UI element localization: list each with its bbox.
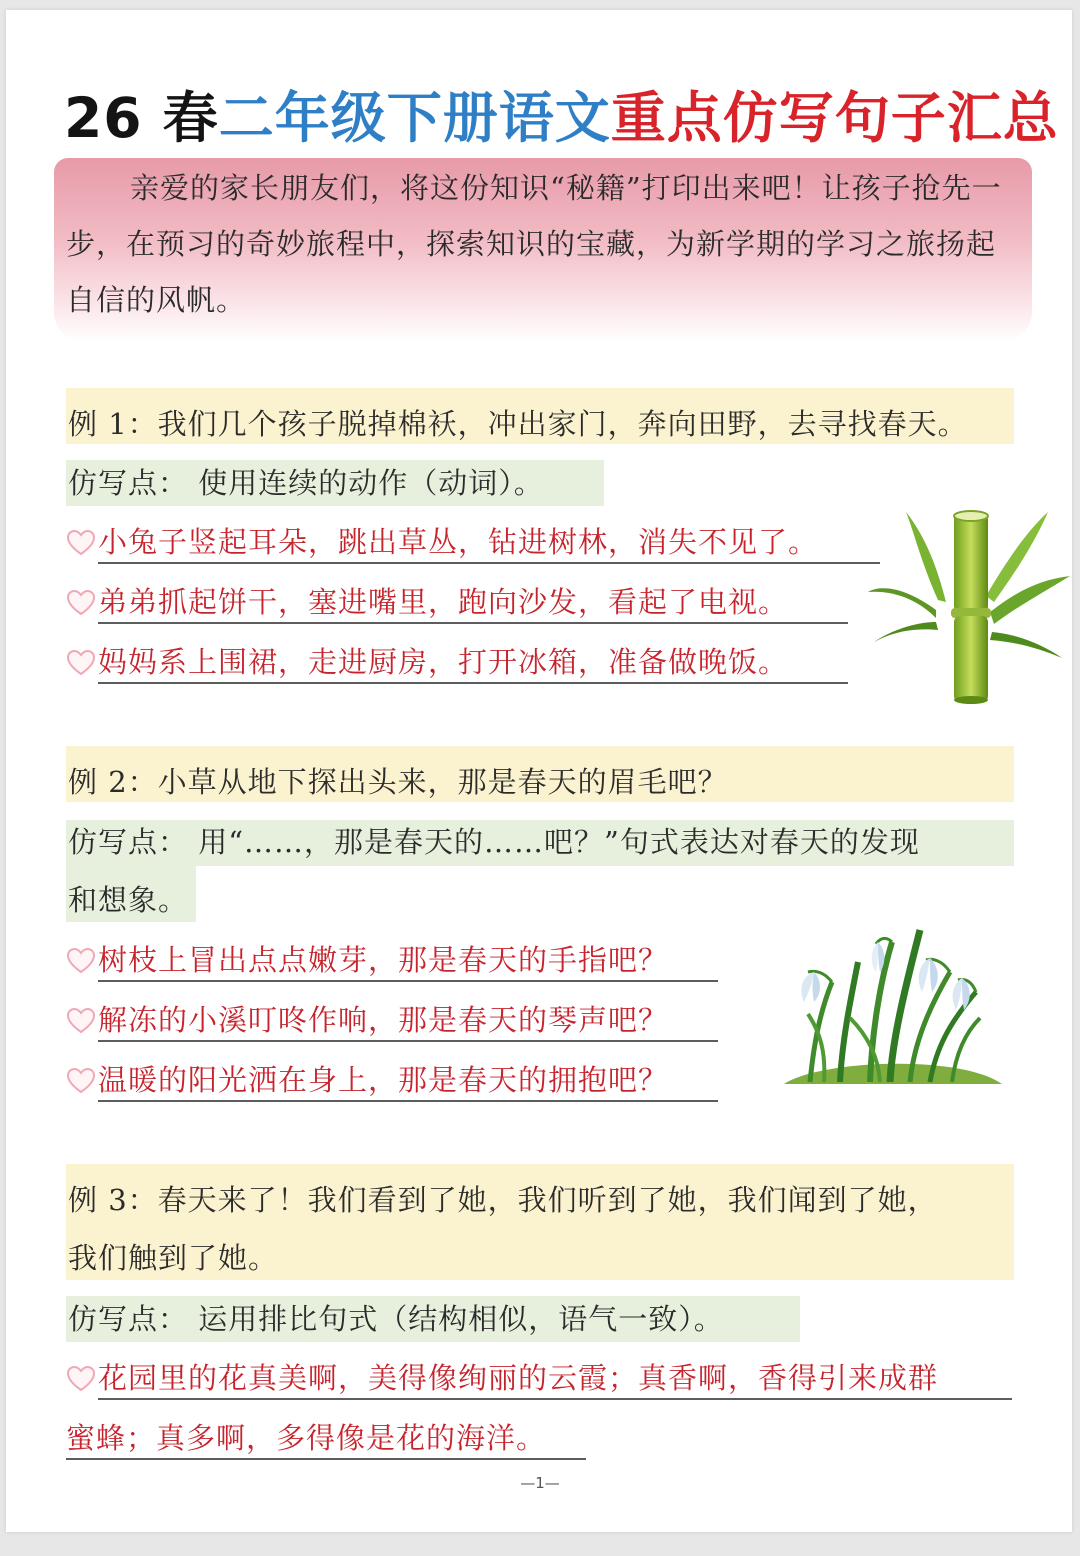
title-topic: 重点仿写句子汇总 — [610, 86, 1059, 150]
example-3-point: 仿写点： 运用排比句式（结构相似，语气一致）。 — [68, 1302, 724, 1336]
example-2-answer-1: 树枝上冒出点点嫩芽，那是春天的手指吧？ — [98, 940, 718, 982]
example-3-sentence-line2: 我们触到了她。 — [68, 1241, 279, 1275]
intro-text: 亲爱的家长朋友们，将这份知识“秘籍”打印出来吧！让孩子抢先一步，在预习的奇妙旅程中，探索知识的宝藏，为新学期的学习之旅扬起自信的风帆。 — [66, 171, 1002, 317]
example-2-answer-3: 温暖的阳光洒在身上，那是春天的拥抱吧？ — [98, 1060, 718, 1102]
bamboo-illustration — [866, 492, 1076, 704]
heart-icon — [66, 648, 96, 678]
heart-icon — [66, 1066, 96, 1096]
example-2-answer-2: 解冻的小溪叮咚作响，那是春天的琴声吧？ — [98, 1000, 718, 1042]
heart-icon — [66, 588, 96, 618]
example-3-answer-line2: 蜜蜂；真多啊，多得像是花的海洋。 — [66, 1418, 586, 1460]
heart-icon — [66, 946, 96, 976]
example-2-point-line2: 和想象。 — [68, 883, 189, 917]
heart-icon — [66, 1006, 96, 1036]
example-1-answer-2: 弟弟抓起饼干，塞进嘴里，跑向沙发，看起了电视。 — [98, 582, 848, 624]
title-prefix: 26 春 — [64, 86, 219, 150]
example-3-answer-line1: 花园里的花真美啊，美得像绚丽的云霞；真香啊，香得引来成群 — [98, 1358, 1012, 1400]
example-3-sentence-line1: 例 3：春天来了！我们看到了她，我们听到了她，我们闻到了她， — [68, 1183, 938, 1217]
example-1-sentence: 例 1：我们几个孩子脱掉棉袄，冲出家门，奔向田野，去寻找春天。 — [68, 407, 968, 441]
page-number: —1— — [520, 1474, 560, 1492]
example-1-answer-1: 小兔子竖起耳朵，跳出草丛，钻进树林，消失不见了。 — [98, 522, 880, 564]
example-2-point-line1: 仿写点： 用“……，那是春天的……吧？”句式表达对春天的发现 — [68, 825, 920, 859]
heart-icon — [66, 528, 96, 558]
example-2-sentence: 例 2：小草从地下探出头来，那是春天的眉毛吧？ — [68, 765, 728, 799]
heart-icon — [66, 1364, 96, 1394]
example-1-answer-3: 妈妈系上围裙，走进厨房，打开冰箱，准备做晚饭。 — [98, 642, 848, 684]
page-title — [64, 78, 1059, 158]
example-1-point: 仿写点： 使用连续的动作（动词）。 — [68, 466, 544, 500]
snowdrop-flowers-illustration — [780, 922, 1004, 1088]
title-grade: 二年级下册语文 — [218, 86, 611, 150]
